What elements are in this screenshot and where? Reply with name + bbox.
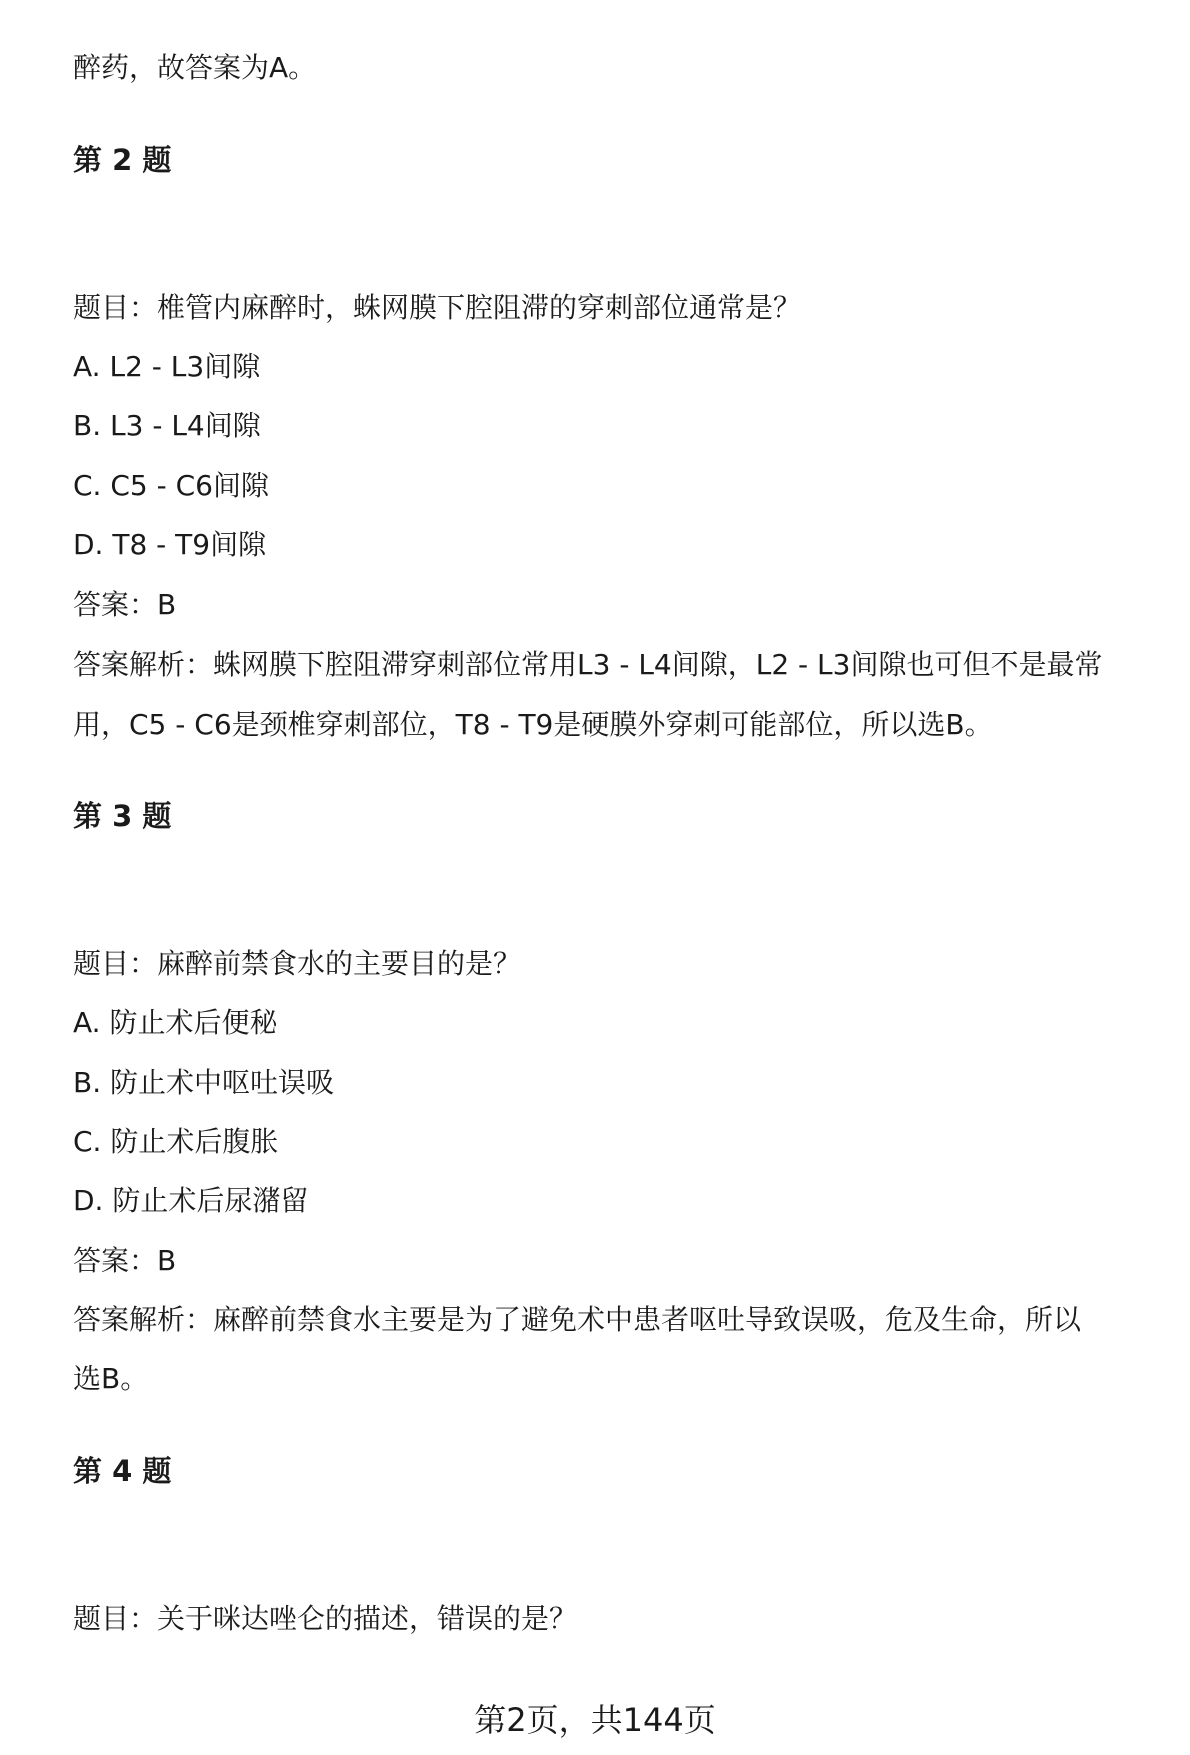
option-b: B. 防止术中呕吐误吸	[73, 1066, 335, 1099]
page-footer: 第2页，共144页	[474, 1701, 716, 1739]
answer-text: 答案：B	[73, 1244, 177, 1277]
explanation-text: 答案解析：蛛网膜下腔阻滞穿刺部位常用L3 - L4间隙，L2 - L3间隙也可但不是最常	[73, 648, 1103, 681]
option-d: D. T8 - T9间隙	[73, 528, 267, 561]
question-heading: 第 3 题	[73, 799, 172, 833]
option-c: C. 防止术后腹胀	[73, 1125, 279, 1158]
explanation-text: 用，C5 - C6是颈椎穿刺部位，T8 - T9是硬膜外穿刺可能部位，所以选B。	[73, 708, 993, 741]
option-a: A. 防止术后便秘	[73, 1006, 278, 1039]
option-b: B. L3 - L4间隙	[73, 409, 261, 442]
option-d: D. 防止术后尿潴留	[73, 1184, 309, 1217]
explanation-text: 答案解析：麻醉前禁食水主要是为了避免术中患者呕吐导致误吸，危及生命，所以	[73, 1303, 1082, 1336]
question-text: 题目：麻醉前禁食水的主要目的是？	[73, 947, 522, 980]
option-c: C. C5 - C6间隙	[73, 469, 269, 502]
answer-text: 答案：B	[73, 588, 177, 621]
option-a: A. L2 - L3间隙	[73, 350, 261, 383]
question-heading: 第 2 题	[73, 143, 172, 177]
question-text: 题目：关于咪达唑仑的描述，错误的是？	[73, 1602, 578, 1635]
question-text: 题目：椎管内麻醉时，蛛网膜下腔阻滞的穿刺部位通常是？	[73, 291, 802, 324]
text-line: 醉药，故答案为A。	[73, 51, 317, 84]
explanation-text: 选B。	[73, 1362, 149, 1395]
question-heading: 第 4 题	[73, 1454, 172, 1488]
